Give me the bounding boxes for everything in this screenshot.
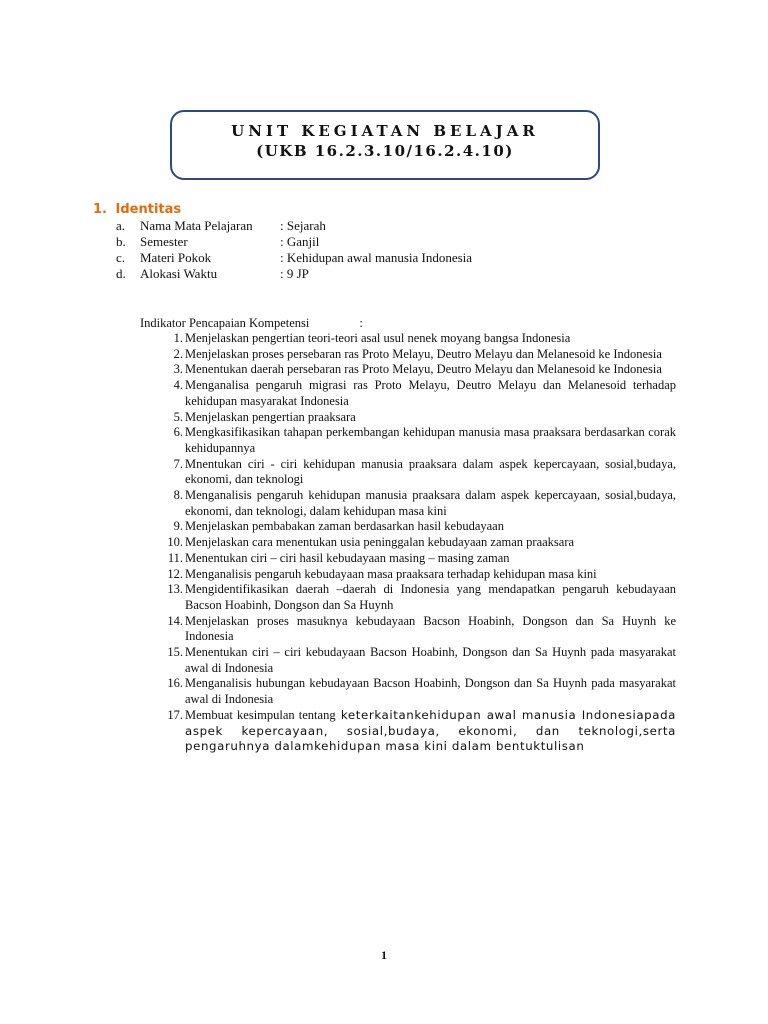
identity-row <box>116 250 472 266</box>
identity-row <box>116 234 472 250</box>
list-item <box>140 362 676 378</box>
item-number: 14. <box>167 613 183 628</box>
list-item <box>140 567 676 583</box>
list-item <box>140 676 676 707</box>
item-text: Menjelaskan cara menentukan usia peninggalan kebudayaan zaman praaksara <box>185 535 575 550</box>
identity-letter: d. <box>116 266 126 281</box>
item-number: 2. <box>173 346 183 361</box>
list-item <box>140 645 676 676</box>
identity-letter: c. <box>116 250 126 265</box>
item-number: 11. <box>167 550 183 565</box>
item-number: 16. <box>167 676 183 691</box>
identity-value: : 9 JP <box>280 266 309 281</box>
list-item <box>140 551 676 567</box>
indicators-heading-text: Indikator Pencapaian Kompetensi <box>140 316 310 330</box>
section-heading-identitas <box>93 202 181 217</box>
section-number: 1. <box>93 202 107 217</box>
identity-row <box>116 218 472 234</box>
identity-label: Materi Pokok <box>140 250 212 265</box>
identity-label: Semester <box>140 234 188 249</box>
list-item <box>140 708 676 755</box>
item-text: Menjelaskan proses masuknya kebudayaan Bacson Hoabinh, Dongson dan Sa Huynh ke Indonesia <box>185 613 676 644</box>
indicators-heading <box>140 316 363 331</box>
list-item <box>140 410 676 426</box>
list-item <box>140 347 676 363</box>
document-title: UNIT KEGIATAN BELAJAR <box>231 122 539 140</box>
item-text: Menentukan ciri – ciri kebudayaan Bacson Hoabinh, Dongson dan Sa Huynh pada masyarakat awal di Indonesia <box>185 645 676 675</box>
document-code: (UKB 16.2.3.10/16.2.4.10) <box>256 142 514 160</box>
item-number: 7. <box>173 456 183 471</box>
item-text: Menjelaskan proses persebaran ras Proto Melayu, Deutro Melayu dan Melanesoid ke Indonesia <box>185 346 662 361</box>
title-box <box>170 110 600 180</box>
item-text: Menentukan daerah persebaran ras Proto Melayu, Deutro Melayu dan Melanesoid ke Indonesia <box>185 362 662 377</box>
item-text: Menganalisa pengaruh migrasi ras Proto Melayu, Deutro Melayu dan Melanesoid terhadap kehidupan masyarakat Indonesia <box>185 378 676 408</box>
item-text-part: keterkaitankehidupan awal manusia Indonesiapada aspek kepercayaan, sosial,budaya, ekonomi, dan teknologi,serta pengaruhnya dalamkehidupan masa kini dalam bentuktulisan <box>185 707 676 754</box>
item-number: 15. <box>167 645 183 660</box>
item-number: 1. <box>173 331 183 345</box>
item-number: 6. <box>173 425 183 440</box>
item-text: Menjelaskan pembabakan zaman berdasarkan hasil kebudayaan <box>185 519 504 534</box>
list-item <box>140 425 676 456</box>
item-number: 8. <box>173 488 183 503</box>
item-text: Menentukan ciri – ciri hasil kebudayaan masing – masing zaman <box>185 550 510 565</box>
item-text: Mengkasifikasikan tahapan perkembangan kehidupan manusia masa praaksara berdasarkan corak kehidupannya <box>185 425 676 455</box>
item-number: 17. <box>167 707 183 722</box>
identity-label: Alokasi Waktu <box>140 266 218 281</box>
item-text: Menganalisis pengaruh kehidupan manusia praaksara dalam aspek kepercayaan, sosial,budaya, ekonomi, dan teknologi, dalam kehidupan masa kini <box>185 488 676 518</box>
list-item <box>140 378 676 409</box>
item-number: 12. <box>167 566 183 581</box>
item-number: 5. <box>173 409 183 424</box>
item-number: 13. <box>167 582 183 597</box>
item-text: Menjelaskan pengertian praaksara <box>185 409 356 424</box>
identity-row <box>116 266 472 282</box>
list-item <box>140 488 676 519</box>
item-text <box>185 708 676 755</box>
item-text: Mnentukan ciri - ciri kehidupan manusia praaksara dalam aspek kepercayaan, sosial,budaya, ekonomi, dan teknologi <box>185 456 676 487</box>
item-number: 10. <box>167 535 183 550</box>
indicators-list <box>140 331 676 755</box>
item-text: Menjelaskan pengertian teori-teori asal usul nenek moyang bangsa Indonesia <box>185 331 571 345</box>
list-item <box>140 519 676 535</box>
section-title: Identitas <box>115 202 182 217</box>
identity-letter: a. <box>116 218 126 233</box>
identity-value: : Kehidupan awal manusia Indonesia <box>280 250 473 265</box>
list-item <box>140 614 676 645</box>
identity-value: : Sejarah <box>280 218 326 233</box>
item-text: Menganalisis hubungan kebudayaan Bacson Hoabinh, Dongson dan Sa Huynh pada masyarakat awal di Indonesia <box>185 676 676 707</box>
identity-label: Nama Mata Pelajaran <box>140 218 253 233</box>
page-number: 1 <box>381 948 387 962</box>
identity-letter: b. <box>116 234 126 249</box>
list-item <box>140 331 676 347</box>
identity-list <box>116 218 472 282</box>
list-item <box>140 582 676 613</box>
identity-value: : Ganjil <box>280 234 320 249</box>
item-text: Mengidentifikasikan daerah –daerah di Indonesia yang mendapatkan pengaruh kebudayaan Bacson Hoabinh, Dongson dan Sa Huynh <box>185 582 676 612</box>
list-item <box>140 535 676 551</box>
list-item <box>140 457 676 488</box>
item-number: 3. <box>173 362 183 377</box>
item-text: Menganalisis pengaruh kebudayaan masa praaksara terhadap kehidupan masa kini <box>185 566 597 581</box>
item-text-part: Membuat kesimpulan tentang <box>185 707 336 722</box>
item-number: 4. <box>173 378 183 393</box>
indicators-heading-colon: : <box>359 316 363 330</box>
item-number: 9. <box>173 519 183 534</box>
